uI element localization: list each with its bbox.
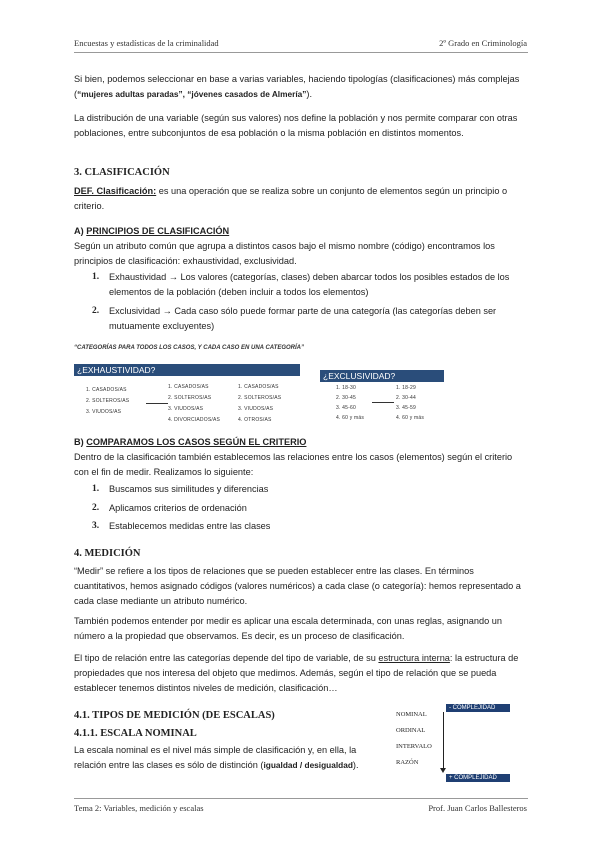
- exc-option: 4. 60 y más: [396, 415, 425, 421]
- exc-option: 4. 60 y más: [336, 415, 365, 421]
- arrow-down-icon: [440, 768, 446, 773]
- principles-intro: Según un atributo común que agrupa a distintos casos bajo el mismo nombre (código) encontramos los principios de clasificación: exhaustividad, exclusividad.: [74, 241, 495, 267]
- scale-level: RAZÓN: [396, 759, 419, 766]
- intro-paragraph-1: Si bien, podemos seleccionar en base a varias variables, haciendo tipologías (clasificaciones) más complejas (“mujeres adultas paradas”, “jóvenes casados de Almería”).: [74, 74, 520, 100]
- arrow-line: [372, 402, 394, 403]
- header-right: 2º Grado en Criminología: [439, 38, 527, 48]
- exh-option: 4. OTROS/AS: [238, 417, 272, 423]
- footer-rule: [74, 798, 528, 799]
- subheading-a: A) PRINCIPIOS DE CLASIFICACIÓN: [74, 226, 230, 236]
- exc-option: 3. 45-60: [336, 405, 356, 411]
- complexity-axis: [443, 712, 444, 770]
- exh-option: 3. VIUDOS/AS: [238, 406, 274, 412]
- header-left: Encuestas y estadísticas de la criminalidad: [74, 38, 219, 48]
- complexity-high-banner: + COMPLEJIDAD: [446, 774, 510, 782]
- principle-quote: “CATEGORÍAS PARA TODOS LOS CASOS, Y CADA CASO EN UNA CATEGORÍA”: [74, 345, 305, 351]
- section-heading-medicion: 4. MEDICIÓN: [74, 548, 141, 559]
- scale-level: ORDINAL: [396, 727, 426, 734]
- exc-option: 2. 30-45: [336, 395, 356, 401]
- scale-level: INTERVALO: [396, 743, 432, 750]
- subsection-heading-tipos: 4.1. TIPOS DE MEDICIÓN (DE ESCALAS): [74, 710, 275, 721]
- section-heading-clasificacion: 3. CLASIFICACIÓN: [74, 167, 170, 178]
- footer-right: Prof. Juan Carlos Ballesteros: [428, 803, 527, 813]
- exc-option: 2. 30-44: [396, 395, 416, 401]
- scale-level: NOMINAL: [396, 711, 427, 718]
- subsection-heading-nominal: 4.1.1. ESCALA NOMINAL: [74, 728, 197, 739]
- medicion-paragraph-3: El tipo de relación entre las categorías depende del tipo de variable, de su estructura interna: la estructura de propiedades que nos interesa del objeto que medimos. Además, según el tipo de relación que se pueda establecer tenemos distintos niveles de medición, clasificación…: [74, 653, 519, 694]
- criteria-intro: Dentro de la clasificación también establecemos las relaciones entre los casos (elementos) según el criterio con el fin de medir. Realizamos lo siguiente:: [74, 452, 513, 478]
- exhaustividad-banner: ¿EXHAUSTIVIDAD?: [74, 364, 300, 376]
- intro-paragraph-2: La distribución de una variable (según sus valores) nos define la población y nos permite comparar con otras poblaciones, entre subconjuntos de esa población o la misma población en distintos momentos.: [74, 113, 518, 139]
- exh-option: 2. SOLTEROS/AS: [238, 395, 282, 401]
- nominal-paragraph: La escala nominal es el nivel más simple de clasificación y, en ella, la relación entre las clases es sólo de distinción (igualdad / desigualdad).: [74, 745, 359, 771]
- medicion-paragraph-1: “Medir” se refiere a los tipos de relaciones que se pueden establecer entre las clases. En términos cuantitativos, hemos asignado códigos (valores numéricos) a cada clase (o categoría): hemos representado a cada clase mediante un atributo numérico.: [74, 566, 521, 607]
- exh-option: 4. DIVORCIADOS/AS: [168, 417, 221, 423]
- exh-option: 2. SOLTEROS/AS: [168, 395, 212, 401]
- exc-option: 3. 45-59: [396, 405, 416, 411]
- exclusividad-banner: ¿EXCLUSIVIDAD?: [320, 370, 444, 382]
- subheading-b: B) COMPARAMOS LOS CASOS SEGÚN EL CRITERIO: [74, 437, 307, 447]
- exc-option: 1. 18-29: [396, 385, 416, 391]
- exc-option: 1. 18-30: [336, 385, 356, 391]
- exh-option: 1. CASADOS/AS: [86, 387, 127, 393]
- footer-left: Tema 2: Variables, medición y escalas: [74, 803, 204, 813]
- arrow-line: [146, 403, 168, 404]
- exh-option: 1. CASADOS/AS: [168, 384, 209, 390]
- header-rule: [74, 52, 528, 53]
- definition: DEF. Clasificación: es una operación que se realiza sobre un conjunto de elementos según un principio o criterio.: [74, 186, 508, 212]
- complexity-low-banner: - COMPLEJIDAD: [446, 704, 510, 712]
- medicion-paragraph-2: También podemos entender por medir es aplicar una escala determinada, con unas reglas, asignando un número a la propiedad que observamos. Es decir, es un proceso de clasificación.: [74, 616, 502, 642]
- exh-option: 3. VIUDOS/AS: [86, 409, 122, 415]
- exh-option: 2. SOLTEROS/AS: [86, 398, 130, 404]
- exh-option: 3. VIUDOS/AS: [168, 406, 204, 412]
- exh-option: 1. CASADOS/AS: [238, 384, 279, 390]
